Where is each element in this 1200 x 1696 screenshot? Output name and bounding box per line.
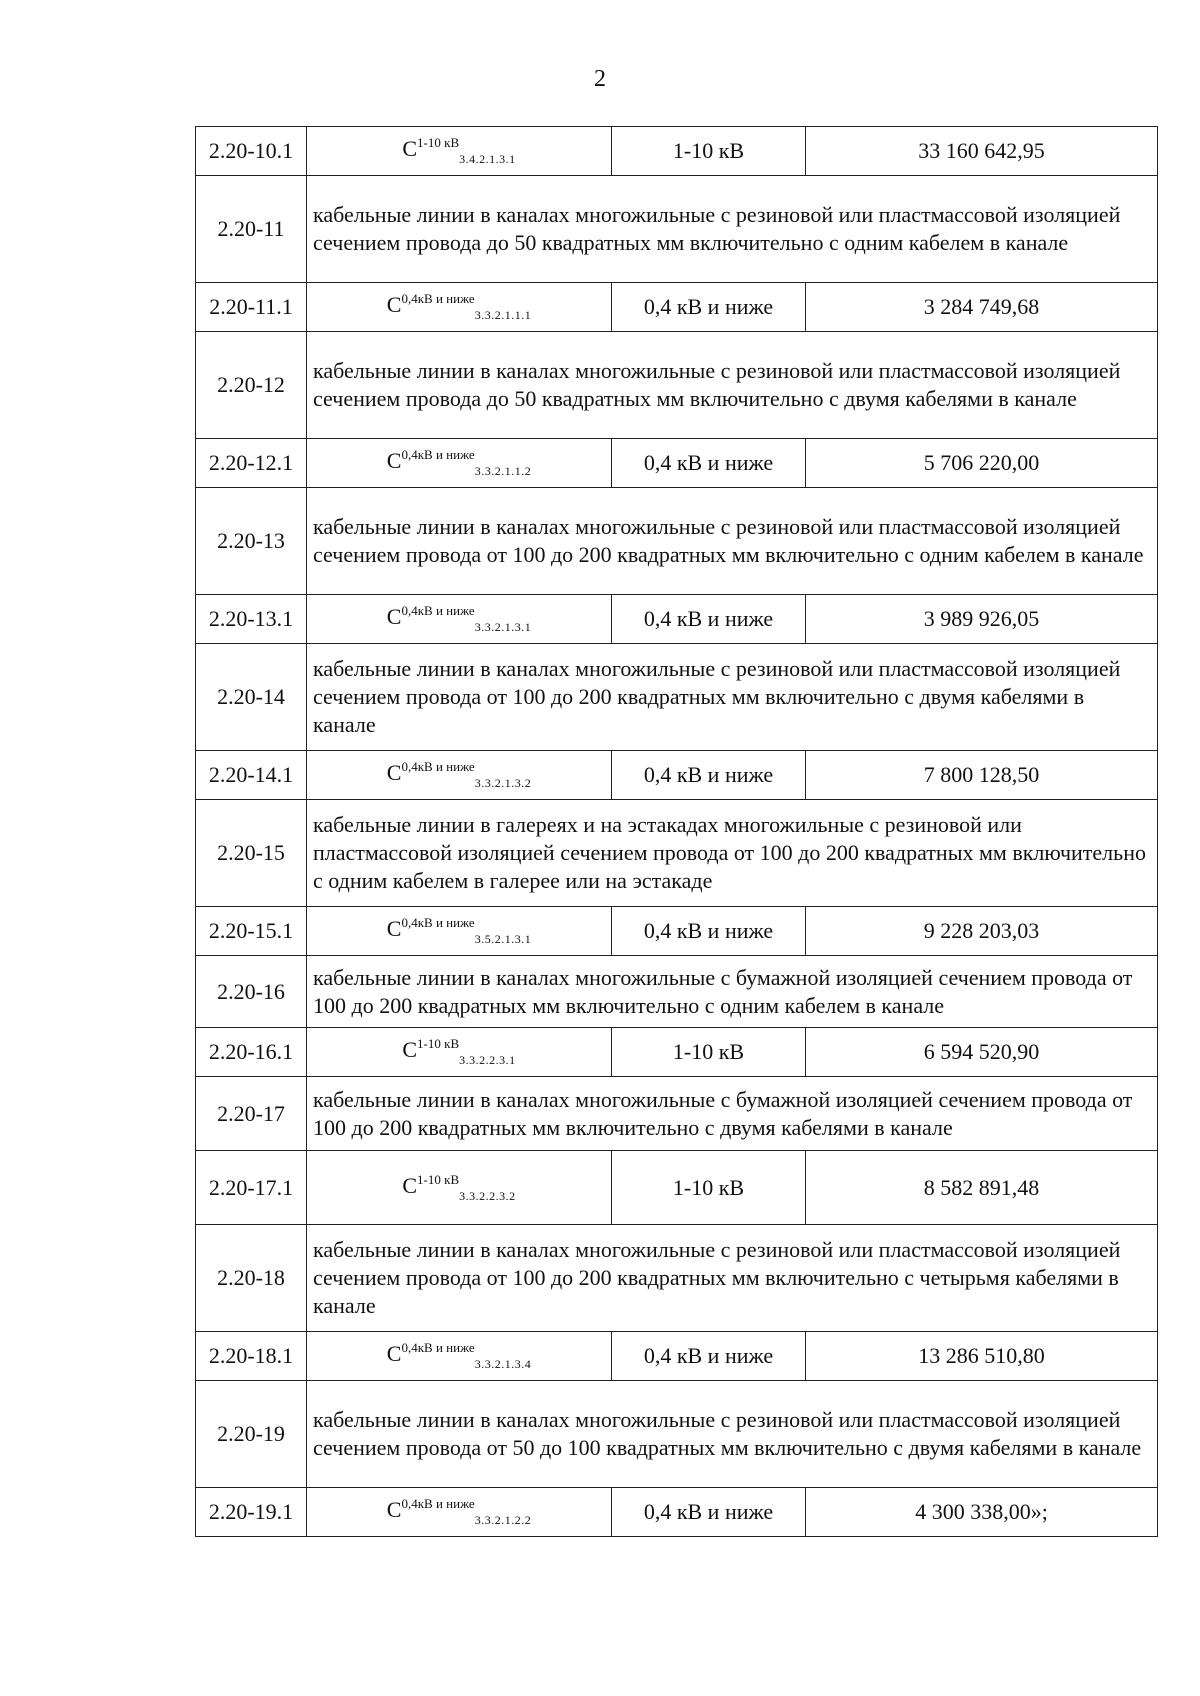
row-code: 2.20-13.1 — [196, 595, 307, 644]
rate-value: 6 594 520,90 — [806, 1028, 1158, 1077]
row-description: кабельные линии в каналах многожильные с бумажной изоляцией сечением провода от 100 до 200 квадратных мм включительно с двумя кабелями в канале — [307, 1077, 1158, 1151]
rate-symbol: С — [386, 1341, 402, 1366]
rate-formula — [307, 595, 612, 644]
rate-symbol: С — [386, 448, 402, 473]
voltage-superscript: 0,4кВ и ниже — [401, 291, 475, 306]
index-subscript: 3.3.2.2.3.2 — [459, 1188, 516, 1203]
row-description: кабельные линии в каналах многожильные с резиновой или пластмассовой изоляцией сечением провода от 100 до 200 квадратных мм включительно с одним кабелем в канале — [307, 488, 1158, 595]
row-description: кабельные линии в каналах многожильные с резиновой или пластмассовой изоляцией сечением провода от 100 до 200 квадратных мм включительно с четырьмя кабелями в канале — [307, 1225, 1158, 1332]
index-subscript: 3.3.2.1.1.2 — [474, 464, 532, 478]
table-row — [196, 644, 1158, 751]
index-subscript: 3.5.2.1.3.1 — [474, 932, 532, 946]
rate-formula — [307, 439, 612, 488]
rate-symbol: С — [386, 1497, 402, 1522]
row-code: 2.20-19 — [196, 1381, 307, 1488]
table-row — [196, 956, 1158, 1028]
row-code: 2.20-15.1 — [196, 907, 307, 956]
voltage-level: 0,4 кВ и ниже — [612, 439, 806, 488]
voltage-level: 0,4 кВ и ниже — [612, 1488, 806, 1537]
voltage-superscript: 1-10 кВ — [417, 1036, 460, 1051]
row-description: кабельные линии в каналах многожильные с резиновой или пластмассовой изоляцией сечением провода от 100 до 200 квадратных мм включительно с двумя кабелями в канале — [307, 644, 1158, 751]
row-description: кабельные линии в каналах многожильные с резиновой или пластмассовой изоляцией сечением провода до 50 квадратных мм включительно с двумя кабелями в канале — [307, 332, 1158, 439]
voltage-superscript: 0,4кВ и ниже — [401, 915, 475, 930]
voltage-level: 0,4 кВ и ниже — [612, 907, 806, 956]
voltage-superscript: 0,4кВ и ниже — [401, 759, 475, 774]
rate-formula — [307, 283, 612, 332]
rate-formula — [307, 1332, 612, 1381]
rate-formula — [307, 1028, 612, 1077]
voltage-level: 0,4 кВ и ниже — [612, 1332, 806, 1381]
rate-symbol: С — [386, 916, 402, 941]
voltage-superscript: 0,4кВ и ниже — [401, 447, 475, 462]
table-row — [196, 488, 1158, 595]
table-row — [196, 1028, 1158, 1077]
page-number: 2 — [594, 66, 606, 92]
rate-formula — [307, 127, 612, 176]
index-subscript: 3.3.2.1.1.1 — [474, 308, 532, 322]
voltage-superscript: 1-10 кВ — [417, 135, 460, 150]
rate-value: 13 286 510,80 — [806, 1332, 1158, 1381]
row-description: кабельные линии в каналах многожильные с резиновой или пластмассовой изоляцией сечением провода от 50 до 100 квадратных мм включительно с двумя кабелями в канале — [307, 1381, 1158, 1488]
rate-value: 5 706 220,00 — [806, 439, 1158, 488]
row-code: 2.20-16 — [196, 956, 307, 1028]
table-row — [196, 1488, 1158, 1537]
index-subscript: 3.3.2.1.2.2 — [474, 1513, 532, 1527]
table-row — [196, 1332, 1158, 1381]
index-subscript: 3.3.2.1.3.1 — [474, 620, 532, 634]
row-code: 2.20-12 — [196, 332, 307, 439]
row-code: 2.20-13 — [196, 488, 307, 595]
table-row — [196, 1381, 1158, 1488]
row-description: кабельные линии в каналах многожильные с бумажной изоляцией сечением провода от 100 до 200 квадратных мм включительно с одним кабелем в канале — [307, 956, 1158, 1028]
row-code: 2.20-17.1 — [196, 1151, 307, 1225]
rate-value: 4 300 338,00»; — [806, 1488, 1158, 1537]
table-row — [196, 332, 1158, 439]
rate-symbol: С — [386, 760, 402, 785]
row-code: 2.20-10.1 — [196, 127, 307, 176]
table-row — [196, 439, 1158, 488]
table-row — [196, 1077, 1158, 1151]
voltage-level: 0,4 кВ и ниже — [612, 283, 806, 332]
voltage-superscript: 0,4кВ и ниже — [401, 1340, 475, 1355]
rate-value: 3 284 749,68 — [806, 283, 1158, 332]
row-description: кабельные линии в каналах многожильные с резиновой или пластмассовой изоляцией сечением провода до 50 квадратных мм включительно с одним кабелем в канале — [307, 176, 1158, 283]
row-code: 2.20-18.1 — [196, 1332, 307, 1381]
rate-symbol: С — [386, 292, 402, 317]
rate-formula — [307, 1151, 612, 1225]
row-code: 2.20-16.1 — [196, 1028, 307, 1077]
table-row — [196, 283, 1158, 332]
index-subscript: 3.3.2.2.3.1 — [459, 1053, 516, 1067]
row-code: 2.20-12.1 — [196, 439, 307, 488]
rate-symbol: С — [402, 1037, 418, 1062]
voltage-superscript: 1-10 кВ — [417, 1171, 460, 1187]
rate-value: 8 582 891,48 — [806, 1151, 1158, 1225]
index-subscript: 3.4.2.1.3.1 — [459, 152, 516, 166]
table-row — [196, 751, 1158, 800]
index-subscript: 3.3.2.1.3.2 — [474, 776, 532, 790]
row-code: 2.20-15 — [196, 800, 307, 907]
table-row — [196, 595, 1158, 644]
table-row — [196, 907, 1158, 956]
rate-symbol: С — [402, 1172, 418, 1198]
voltage-level: 0,4 кВ и ниже — [612, 595, 806, 644]
rate-formula — [307, 751, 612, 800]
rate-formula — [307, 907, 612, 956]
voltage-level: 1-10 кВ — [612, 1151, 806, 1225]
rate-value: 7 800 128,50 — [806, 751, 1158, 800]
table-row — [196, 800, 1158, 907]
row-description: кабельные линии в галереях и на эстакадах многожильные с резиновой или пластмассовой изоляцией сечением провода от 100 до 200 квадратных мм включительно с одним кабелем в галерее или на эстакаде — [307, 800, 1158, 907]
rate-symbol: С — [386, 604, 402, 629]
rate-symbol: С — [402, 136, 418, 161]
row-code: 2.20-11.1 — [196, 283, 307, 332]
rate-value: 3 989 926,05 — [806, 595, 1158, 644]
voltage-superscript: 0,4кВ и ниже — [401, 1496, 475, 1511]
rate-formula — [307, 1488, 612, 1537]
table-row — [196, 1151, 1158, 1225]
row-code: 2.20-14.1 — [196, 751, 307, 800]
table-row — [196, 1225, 1158, 1332]
row-code: 2.20-19.1 — [196, 1488, 307, 1537]
tariff-table — [195, 126, 1158, 1537]
row-code: 2.20-14 — [196, 644, 307, 751]
row-code: 2.20-18 — [196, 1225, 307, 1332]
voltage-level: 1-10 кВ — [612, 1028, 806, 1077]
voltage-level: 1-10 кВ — [612, 127, 806, 176]
rate-value: 33 160 642,95 — [806, 127, 1158, 176]
voltage-superscript: 0,4кВ и ниже — [401, 603, 475, 618]
row-code: 2.20-11 — [196, 176, 307, 283]
row-code: 2.20-17 — [196, 1077, 307, 1151]
table-row — [196, 127, 1158, 176]
table-row — [196, 176, 1158, 283]
rate-value: 9 228 203,03 — [806, 907, 1158, 956]
index-subscript: 3.3.2.1.3.4 — [474, 1357, 532, 1371]
voltage-level: 0,4 кВ и ниже — [612, 751, 806, 800]
